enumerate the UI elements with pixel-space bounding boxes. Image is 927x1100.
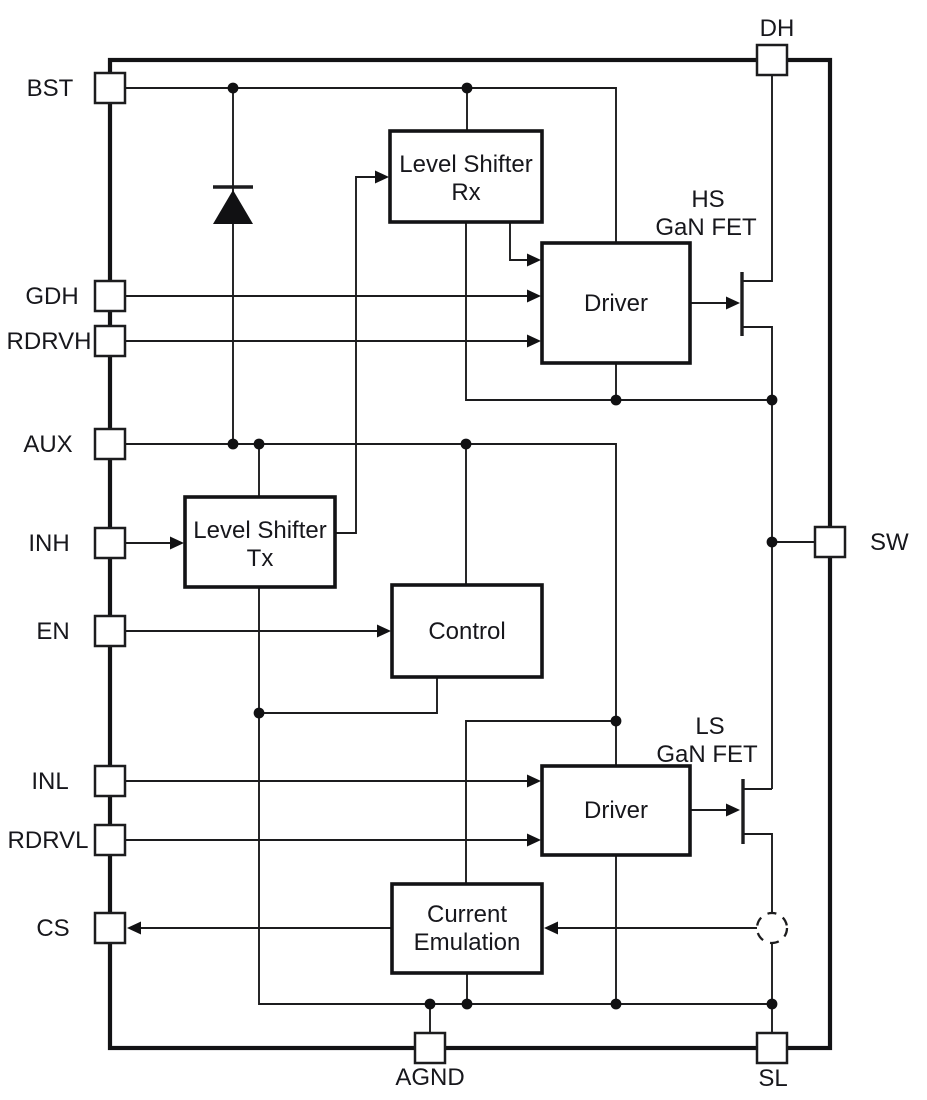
cs-arrow (127, 922, 141, 935)
ls-fet-label-line2: GaN FET (656, 741, 758, 768)
rdrvh-arrow (527, 335, 541, 348)
junction-dot (228, 439, 239, 450)
hs-driver-label: Driver (584, 290, 648, 317)
ls-fet-source-stub (743, 834, 772, 913)
junction-dot (425, 999, 436, 1010)
sl-pin (757, 1033, 787, 1063)
hs-fet-label-line2: GaN FET (655, 214, 757, 241)
junction-dot (767, 999, 778, 1010)
junction-dot (462, 83, 473, 94)
pin-label-bst: BST (26, 75, 74, 102)
junction-dot (767, 537, 778, 548)
control-label: Control (428, 618, 506, 645)
junction-dot (611, 999, 622, 1010)
pin-label-en: EN (36, 618, 70, 645)
level-shifter-tx-label-line1: Level Shifter (193, 517, 327, 544)
junction-dot (254, 439, 265, 450)
en-arrow (377, 625, 391, 638)
hs-gate-arrow (726, 297, 740, 310)
pin-label-cs: CS (36, 915, 70, 942)
dh-pin (757, 45, 787, 75)
hs-fet-drain-stub (742, 75, 772, 281)
bst-pin (95, 73, 125, 103)
rdrvl-pin (95, 825, 125, 855)
junction-dot (611, 395, 622, 406)
hs-fet-source-stub (742, 327, 772, 400)
sw-pin (815, 527, 845, 557)
en-pin (95, 616, 125, 646)
junction-dot (461, 439, 472, 450)
ls-gan-fet-icon (743, 779, 772, 913)
gdh-pin (95, 281, 125, 311)
hs-fet-label-line1: HS (691, 186, 725, 213)
inl-pin (95, 766, 125, 796)
pin-label-inh: INH (28, 530, 70, 557)
pin-label-dh: DH (759, 15, 795, 42)
tx-to-rx-arrow (375, 171, 389, 184)
pin-label-sl: SL (758, 1065, 788, 1092)
bootstrap-diode-icon (213, 187, 253, 224)
pin-label-rdrvl: RDRVL (7, 827, 89, 854)
ls-driver-label: Driver (584, 797, 648, 824)
current-emulation-label-line2: Emulation (413, 929, 521, 956)
pin-label-gdh: GDH (25, 283, 79, 310)
junction-dot (254, 708, 265, 719)
current-sensor-icon (757, 913, 787, 943)
junction-dot (462, 999, 473, 1010)
diode-anode-triangle (213, 190, 253, 224)
rx-to-driver-arrow (527, 254, 541, 267)
cs-pin (95, 913, 125, 943)
inh-pin (95, 528, 125, 558)
control-bottom-link-wire (259, 677, 437, 713)
junction-dot (228, 83, 239, 94)
level-shifter-rx-label-line2: Rx (451, 179, 481, 206)
ls-fet-label-line1: LS (695, 713, 725, 740)
rdrvh-pin (95, 326, 125, 356)
rdrvl-arrow (527, 834, 541, 847)
inl-arrow (527, 775, 541, 788)
tx-to-rx-wire (335, 177, 378, 533)
aux-pin (95, 429, 125, 459)
ls-gate-arrow (726, 804, 740, 817)
gdh-arrow (527, 290, 541, 303)
current-emulation-label-line1: Current (426, 901, 508, 928)
sensor-to-ce-arrow (544, 922, 558, 935)
level-shifter-tx-label-line2: Tx (246, 545, 274, 572)
pin-label-aux: AUX (23, 431, 73, 458)
inh-arrow (170, 537, 184, 550)
level-shifter-rx-label-line1: Level Shifter (399, 151, 533, 178)
junction-dot (611, 716, 622, 727)
pin-label-rdrvh: RDRVH (6, 328, 92, 355)
agnd-pin (415, 1033, 445, 1063)
pin-label-agnd: AGND (395, 1064, 465, 1091)
junction-dot (767, 395, 778, 406)
pin-label-inl: INL (31, 768, 69, 795)
pin-label-sw: SW (870, 529, 909, 556)
